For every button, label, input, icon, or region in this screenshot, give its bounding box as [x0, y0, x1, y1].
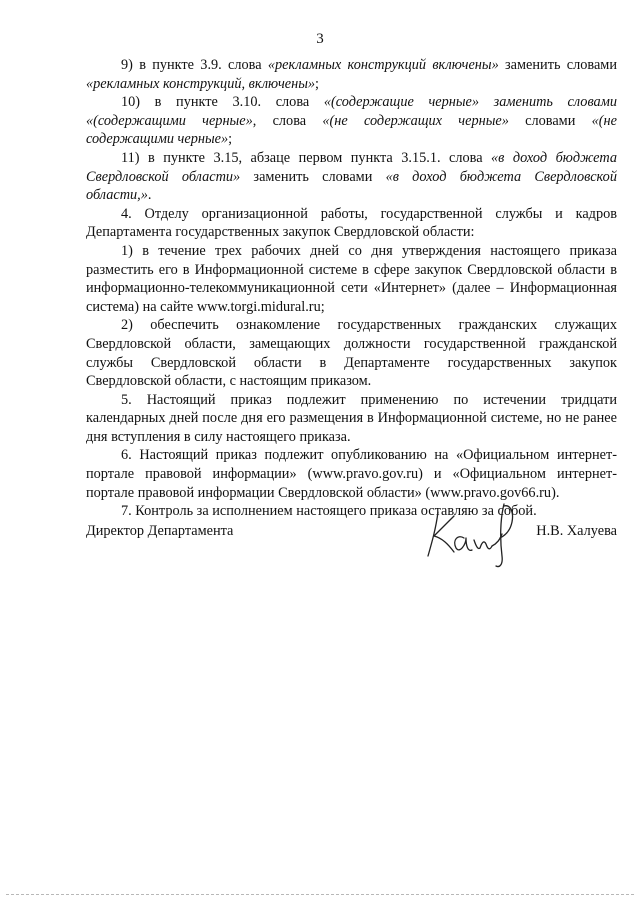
scan-edge-line	[6, 894, 634, 895]
quoted-new-text: «рекламных конструкций, включены»	[86, 75, 316, 92]
text: словами	[508, 112, 592, 129]
signature-block	[86, 522, 617, 546]
signer-title: Директор Департамента	[86, 523, 234, 539]
quoted-text: «(содержащие черные» заменить словами «(содержащими черные»	[86, 94, 617, 129]
paragraph-4-2: 2) обеспечить ознакомление государственных гражданских служащих Свердловской области, замещающих должности государственной гражданской службы Свердловской области в Департаменте государственных закупок Свердловской области, с настоящим приказом.	[86, 317, 617, 390]
quoted-new-text: «(не содержащими черные»	[86, 112, 617, 148]
signer-name: Н.В. Халуева	[536, 523, 617, 539]
paragraph-item-10	[86, 93, 617, 149]
document-body	[86, 56, 617, 521]
text: заменить словами	[498, 57, 617, 73]
paragraph-item-11	[86, 149, 617, 205]
paragraph-5: 5. Настоящий приказ подлежит применению по истечении тридцати календарных дней после дня его размещения в Информационной системе, но не ранее дня вступления в силу настоящего приказа.	[86, 391, 617, 445]
text: .	[147, 187, 152, 204]
text: заменить словами	[240, 168, 386, 185]
quoted-old-text: «(не содержащих черные»	[322, 112, 509, 129]
text: 10) в пункте 3.10. слова	[121, 94, 324, 111]
text: 11) в пункте 3.15, абзаце первом пункта 3.15.1. слова	[121, 149, 492, 166]
quoted-old-text: «в доход бюджета Свердловской области»	[86, 149, 617, 185]
text: ;	[315, 75, 320, 92]
quoted-old-text: «рекламных конструкций включены»	[267, 57, 499, 73]
quoted-new-text: «в доход бюджета Свердловской области,»	[86, 168, 617, 204]
page-number: 3	[316, 31, 324, 47]
text: , слова	[252, 112, 323, 129]
paragraph-4-1: 1) в течение трех рабочих дней со дня утверждения настоящего приказа разместить его в Информационной системе в сфере закупок Свердловской области в информационно-телекоммуникационной сети «Интернет» (далее – Информационная система) на сайте www.torgi.midural.ru;	[86, 242, 617, 315]
handwritten-signature	[420, 500, 530, 570]
paragraph-item-9	[86, 56, 617, 93]
paragraph-7: 7. Контроль за исполнением настоящего приказа оставляю за собой.	[121, 503, 537, 520]
paragraph-6: 6. Настоящий приказ подлежит опубликованию на «Официальном интернет-портале правовой информации» (www.pravo.gov.ru) и «Официальном интернет-портале правовой информации Свердловской области» (www.pravo.gov66.ru).	[86, 447, 617, 501]
text: 9) в пункте 3.9. слова	[121, 57, 268, 73]
text: ;	[228, 131, 233, 148]
paragraph-4: 4. Отделу организационной работы, государственной службы и кадров Департамента государственных закупок Свердловской области:	[86, 205, 617, 241]
